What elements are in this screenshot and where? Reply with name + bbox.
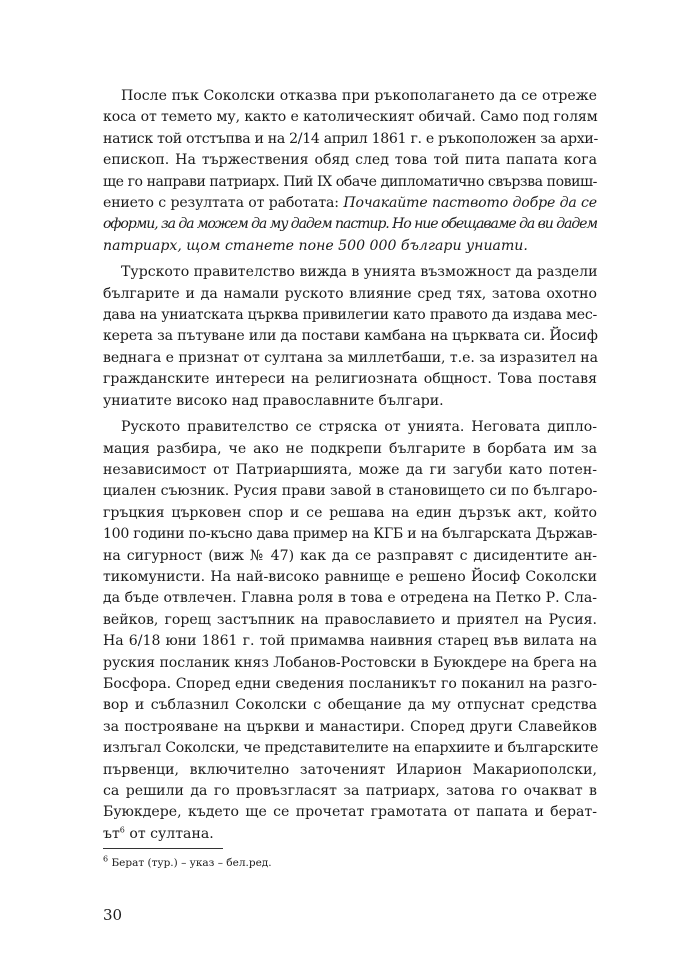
text-line: 100 години по-късно дава пример на КГБ и на българската Държав- — [103, 526, 597, 543]
text-line: българите и да намали руското влияние сред тях, затова охотно — [103, 285, 597, 302]
text-line: тикомунисти. На най-високо равнище е решено Йосиф Соколски — [103, 568, 597, 585]
text-line: първенци, включително заточеният Иларион Макариополски, — [103, 761, 597, 778]
text-line: мация разбира, че ако не подкрепи българите в борбата им за — [103, 440, 597, 457]
text-line: После пък Соколски отказва при ръкополагането да се отреже — [121, 88, 597, 104]
text-line: вейков, горещ застъпник на православието и приятел на Русия. — [103, 611, 597, 628]
text-line: на сигурност (виж № 47) как да се разправят с дисидентите ан- — [103, 547, 597, 564]
paragraph-3 — [103, 417, 597, 845]
text-line: гръцкия църковен спор и се решава на един дързък акт, който — [103, 504, 597, 521]
text-line: коса от темето му, както е католическият обичай. Само под голям — [103, 109, 598, 126]
text-line: Турското правителство вижда в унията възможност да раздели — [121, 264, 598, 281]
text-line-content: от султана. — [124, 825, 214, 842]
page-body — [103, 86, 597, 850]
text-line: епископ. На тържествения обяд след това той пита папата кога — [103, 152, 597, 169]
text-line: независимост от Патриаршията, може да ги загуби като потен- — [103, 461, 597, 478]
text-line: да бъде отвлечен. Главна роля в това е отредена на Петко Р. Сла- — [103, 590, 597, 607]
paragraph-2 — [103, 262, 597, 412]
paragraph-1 — [103, 86, 597, 257]
text-line: са решили да го провъзгласят за патриарх, затова го очакват в — [103, 783, 597, 799]
text-line-roman-part: ението с резултата от работата: — [103, 195, 344, 212]
text-line — [103, 802, 597, 823]
text-line: гражданските интереси на религиозната общност. Това поставя — [103, 371, 597, 388]
text-line-italic-part: Почакайте паството добре да се — [343, 195, 597, 212]
footnote — [103, 856, 272, 870]
text-line: дава на униатската църква привилегии като правото да издава мес- — [103, 307, 597, 324]
text-line-content: Буюкдере, където ще се прочетат грамотата от папата и берат- — [103, 804, 597, 821]
text-line: руския посланик княз Лобанов-Ростовски в Буюкдере на брега на — [103, 654, 597, 671]
page-number: 30 — [103, 906, 123, 924]
footnote-marker: 6 — [103, 854, 109, 864]
text-line: ще го направи патриарх. Пий IX обаче дипломатично свързва повиш- — [103, 173, 597, 190]
text-line-italic: оформи, за да можем да му дадем пастир. Но ние обещаваме да ви дадем — [103, 216, 597, 233]
text-line: На 6/18 юни 1861 г. той примамва наивния старец във вилата на — [103, 633, 597, 650]
text-line-content: ът — [103, 825, 120, 842]
text-line: Босфора. Според едни сведения посланикът го поканил на разго- — [103, 675, 597, 692]
text-line: циален съюзник. Русия прави завой в становището си по българо- — [103, 483, 598, 500]
text-line: вор и съблазнил Соколски с обещание да му отпуснат средства — [103, 697, 597, 714]
text-line: униатите високо над православните българи. — [103, 392, 444, 409]
text-line: Руското правителство се стряска от унията. Неговата дипло- — [121, 419, 597, 436]
text-line: керета за пътуване или да постави камбана на църквата си. Йосиф — [103, 328, 598, 345]
text-line: за построяване на църкви и манастири. Според други Славейков — [103, 718, 597, 735]
footnote-reference: 6 — [119, 825, 125, 835]
footnote-text: Берат (тур.) – указ – бел.ред. — [111, 857, 272, 869]
text-line-italic: патриарх, щом станете поне 500 000 българи униати. — [103, 237, 528, 254]
text-line — [103, 193, 597, 214]
text-line — [103, 824, 597, 845]
text-line: натиск той отстъпва и на 2/14 април 1861 г. е ръкоположен за архи- — [103, 130, 598, 147]
text-line: веднага е признат от султана за миллетбаши, т.е. за изразител на — [103, 349, 598, 366]
text-line: излъгал Соколски, че представителите на епархиите и българските — [103, 740, 599, 757]
footnote-divider — [103, 848, 223, 849]
